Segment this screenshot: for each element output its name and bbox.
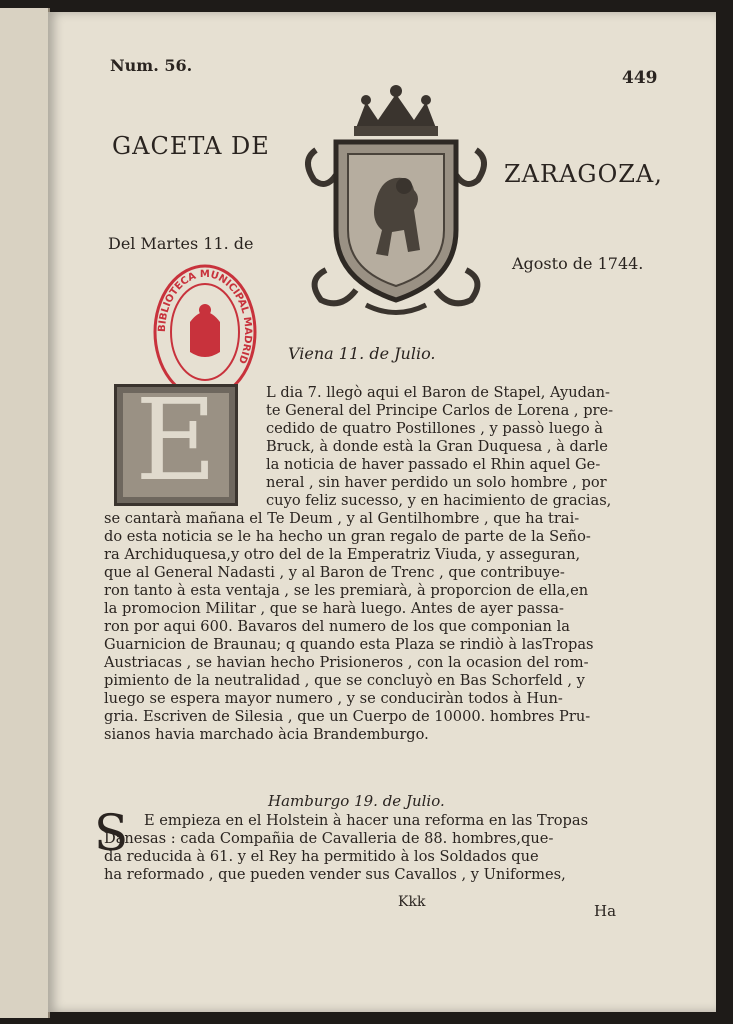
newspaper-page xyxy=(48,12,716,1012)
text-line: E empieza en el Holstein à hacer una reforma en las Tropas xyxy=(144,812,589,829)
text-line: Bruck, à donde està la Gran Duquesa , à darle xyxy=(266,438,608,455)
text-line: ha reformado , que pueden vender sus Cavallos , y Uniformes, xyxy=(104,866,566,883)
text-line: Guarnicion de Braunau; q quando esta Plaza se rindiò à lasTropas xyxy=(104,636,594,653)
drop-cap-S: S xyxy=(94,804,129,862)
article1-dateline: Viena 11. de Julio. xyxy=(288,344,436,363)
text-line: gria. Escriven de Silesia , que un Cuerpo de 10000. hombres Pru- xyxy=(104,708,591,725)
article2-dateline: Hamburgo 19. de Julio. xyxy=(268,792,445,810)
date-left: Del Martes 11. de xyxy=(108,234,254,253)
signature-mark: Kkk xyxy=(398,894,426,910)
text-line: pimiento de la neutralidad , que se concluyò en Bas Schorfeld , y xyxy=(104,672,585,689)
text-line: neral , sin haver perdido un solo hombre , por xyxy=(266,474,607,491)
text-line: cedido de quatro Postillones , y passò luego à xyxy=(266,420,604,437)
text-line: do esta noticia se le ha hecho un gran regalo de parte de la Seño- xyxy=(104,528,591,545)
issue-number: Num. 56. xyxy=(110,56,193,75)
masthead-right: ZARAGOZA, xyxy=(504,160,663,188)
text-line: ron tanto à esta ventaja , se les premiarà, à proporcion de ella,en xyxy=(104,582,589,599)
stamp-text: BIBLIOTECA MUNICIPAL MADRID xyxy=(156,268,254,366)
catchword: Ha xyxy=(594,902,617,920)
text-line: cuyo feliz sucesso, y en hacimiento de gracias, xyxy=(266,492,612,509)
text-line: da reducida à 61. y el Rey ha permitido à los Soldados que xyxy=(104,848,539,865)
text-line: se cantarà mañana el Te Deum , y al Gentilhombre , que ha trai- xyxy=(104,510,580,527)
text-line: luego se espera mayor numero , y se conduciràn todos à Hun- xyxy=(104,690,563,707)
drop-cap-letter: E xyxy=(135,376,217,506)
facing-page-edge xyxy=(0,8,50,1018)
date-right: Agosto de 1744. xyxy=(512,254,644,273)
text-line: sianos havia marchado àcia Brandemburgo. xyxy=(104,726,429,743)
text-line: te General del Principe Carlos de Lorena , pre- xyxy=(266,402,614,419)
text-line: que al General Nadasti , y al Baron de Trenc , que contribuye- xyxy=(104,564,565,581)
text-line: la noticia de haver passado el Rhin aquel Ge- xyxy=(266,456,601,473)
text-line: la promocion Militar , que se harà luego. Antes de ayer passa- xyxy=(104,600,564,617)
coat-of-arms-crest xyxy=(296,80,496,320)
text-line: L dia 7. llegò aqui el Baron de Stapel, Ayudan- xyxy=(266,384,610,401)
article2-body xyxy=(104,812,704,892)
text-line: ra Archiduquesa,y otro del de la Emperatriz Viuda, y asseguran, xyxy=(104,546,581,563)
text-line: Austriacas , se havian hecho Prisioneros , con la ocasion del rom- xyxy=(104,654,589,671)
text-line: ron por aqui 600. Bavaros del numero de los que componian la xyxy=(104,618,570,635)
masthead-left: GACETA DE xyxy=(112,132,270,160)
page-number: 449 xyxy=(622,68,658,88)
text-line: Danesas : cada Compañia de Cavalleria de 88. hombres,que- xyxy=(104,830,554,847)
